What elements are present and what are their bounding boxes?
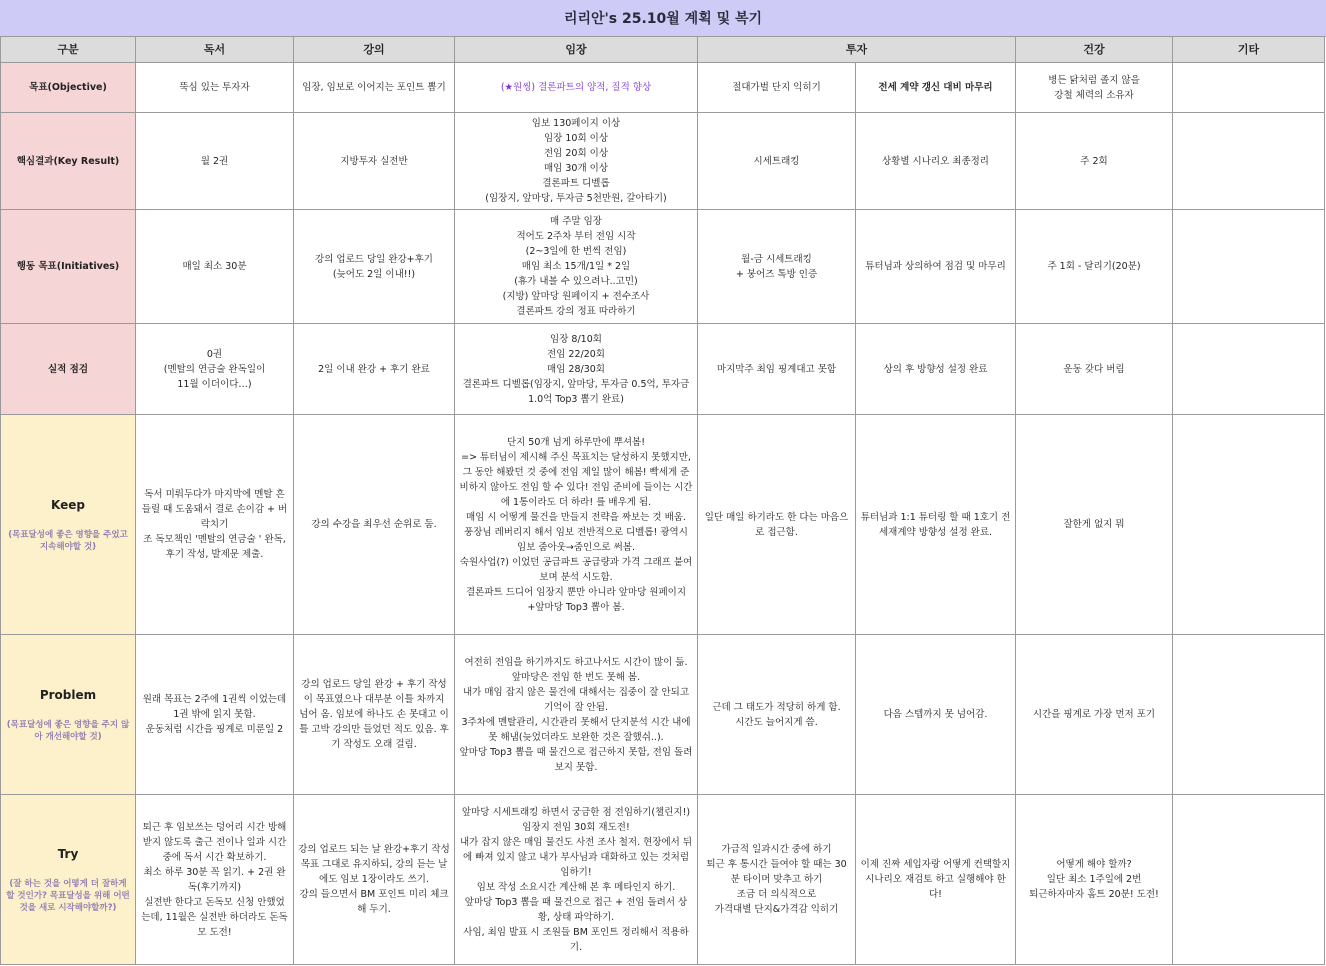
cell-try-reading: 퇴근 후 임보쓰는 덩어리 시간 방해 받지 않도록 출근 전이나 일과 시간 중에 독서 시간 확보하기. 최소 하루 30분 꼭 읽기. + 2권 완독(후기까지) 실전반 한다고 돈독모 신청 안했었는데, 11월은 실전반 하더라도 돈독모 도전! (136, 795, 294, 965)
row-label-key-result: 핵심결과(Key Result) (1, 113, 136, 210)
cell-problem-invest2: 다음 스텝까지 못 넘어감. (856, 635, 1016, 795)
cell-init-imjang: 매 주말 임장 적어도 2주차 부터 전임 시작 (2~3일에 한 번씩 전임) 매임 최소 15개/1일 * 2일 (휴가 내볼 수 있으려나..고민) (지방) 앞마당 원페이지 + 전수조사 결론파트 강의 정표 따라하기 (455, 210, 698, 324)
cell-perf-other (1173, 324, 1325, 415)
cell-try-imjang: 앞마당 시세트래킹 하면서 궁금한 점 전임하기(챌린지!) 임장지 전임 30회 재도전! 내가 잡지 않은 매임 물건도 사전 조사 철저. 현장에서 뒤에 빠져 있지 않고 내가 부사님과 대화하고 있는 것처럼 임하기! 임보 작성 소요시간 계산해 본 후 메타인지 하기. 앞마당 Top3 뽑을 때 물건으로 접근 + 전임 돌려서 상황, 상태 파악하기. 사임, 최임 발표 시 조원들 BM 포인트 정리해서 적용하기. (455, 795, 698, 965)
row-label-keep (1, 415, 136, 635)
cell-problem-invest1: 근데 그 태도가 적당히 하게 함. 시간도 늘어지게 씀. (698, 635, 856, 795)
cell-try-health: 어떻게 해야 할까? 일단 최소 1주일에 2번 퇴근하자마자 홈트 20분! 도전! (1016, 795, 1173, 965)
cell-problem-reading: 원래 목표는 2주에 1권씩 이었는데 1권 밖에 읽지 못함. 운동처럼 시간을 핑계로 미룬일 2 (136, 635, 294, 795)
cell-problem-other (1173, 635, 1325, 795)
header-health: 건강 (1016, 37, 1173, 63)
cell-problem-health: 시간을 핑계로 가장 먼저 포기 (1016, 635, 1173, 795)
cell-kr-health: 주 2회 (1016, 113, 1173, 210)
cell-problem-lecture: 강의 업로드 당일 완강 + 후기 작성이 목표였으나 대부분 이틀 차까지 넘어 옴. 임보에 하나도 손 못대고 이틀 고박 강의만 들었던 적도 있음. 후기 작성도 오래 걸림. (294, 635, 455, 795)
cell-objective-health: 병든 닭처럼 졸지 않을 강철 체력의 소유자 (1016, 63, 1173, 113)
row-objective (1, 63, 1325, 113)
row-problem (1, 635, 1325, 795)
cell-kr-other (1173, 113, 1325, 210)
cell-perf-invest1: 마지막주 최임 핑계대고 못함 (698, 324, 856, 415)
cell-kr-reading: 월 2권 (136, 113, 294, 210)
row-label-performance: 실적 점검 (1, 324, 136, 415)
row-initiatives (1, 210, 1325, 324)
row-performance (1, 324, 1325, 415)
row-label-objective: 목표(Objective) (1, 63, 136, 113)
cell-objective-lecture: 임장, 임보로 이어지는 포인트 뽑기 (294, 63, 455, 113)
problem-title: Problem (39, 687, 97, 702)
cell-try-other (1173, 795, 1325, 965)
cell-perf-reading: 0권 (멘탈의 연금술 완독일이 11월 이더이다…) (136, 324, 294, 415)
cell-keep-other (1173, 415, 1325, 635)
cell-init-other (1173, 210, 1325, 324)
cell-kr-invest2: 상황별 시나리오 최종정리 (856, 113, 1016, 210)
cell-objective-other (1173, 63, 1325, 113)
cell-keep-reading: 독서 미뤄두다가 마지막에 멘탈 흔들릴 때 도움돼서 결로 손이감 + 버락치기 조 독모책인 '멘탈의 연금술 ' 완독, 후기 작성, 발제문 제출. (136, 415, 294, 635)
cell-keep-invest2: 튜터님과 1:1 튜터링 할 때 1호기 전세재계약 방향성 설정 완료. (856, 415, 1016, 635)
header-row (1, 37, 1325, 63)
cell-perf-health: 운동 갖다 버림 (1016, 324, 1173, 415)
plan-table (0, 36, 1325, 965)
header-category: 구분 (1, 37, 136, 63)
try-subtitle: (잘 하는 것을 어떻게 더 잘하게 할 것인가? 목표달성을 위해 어떤 것을 새로 시작해야할까?) (6, 878, 130, 913)
cell-kr-invest1: 시세트래킹 (698, 113, 856, 210)
row-key-result (1, 113, 1325, 210)
row-label-initiatives: 행동 목표(Initiatives) (1, 210, 136, 324)
cell-objective-reading: 뚝심 있는 투자자 (136, 63, 294, 113)
cell-init-health: 주 1회 - 달리기(20분) (1016, 210, 1173, 324)
cell-init-lecture: 강의 업로드 당일 완강+후기 (늦어도 2일 이내!!) (294, 210, 455, 324)
cell-objective-invest2: 전세 계약 갱신 대비 마무리 (856, 63, 1016, 113)
header-other: 기타 (1173, 37, 1325, 63)
header-reading: 독서 (136, 37, 294, 63)
cell-perf-invest2: 상의 후 방향성 설정 완료 (856, 324, 1016, 415)
cell-objective-invest1: 절대가벌 단지 익히기 (698, 63, 856, 113)
cell-keep-lecture: 강의 수강을 최우선 순위로 둠. (294, 415, 455, 635)
problem-subtitle: (목표달성에 좋은 영향을 주지 않아 개선해야할 것) (6, 719, 130, 742)
keep-title: Keep (51, 497, 85, 512)
cell-keep-invest1: 일단 매일 하기라도 한 다는 마음으로 접근함. (698, 415, 856, 635)
cell-keep-imjang: 단지 50개 넘게 하루만에 뿌셔봄! => 튜터님이 제시해 주신 목표치는 달성하지 못했지만, 그 동안 해봤던 것 중에 전임 제일 많이 해봄! 빡세게 준비하지 않아도 전임 할 수 있다! 전임 준비에 들이는 시간에 1통이라도 더 하라! 를 배우게 됨. 매임 시 어떻게 물건을 만들지 전략을 짜보는 것 배움. 풍장님 레버리지 해서 임보 전반적으로 디벨롭! 광역시 임보 줌아웃→줌인으로 써봄. 숙원사업(?) 이었던 공급파트 공급량과 가격 그래프 붙여보며 분석 시도함. 결론파트 드디어 임장지 뿐만 아니라 앞마당 원페이지+앞마당 Top3 뽑아 봄. (455, 415, 698, 635)
cell-try-invest2: 이제 진짜 세입자랑 어떻게 컨택할지 시나리오 재검토 하고 실행해야 한다! (856, 795, 1016, 965)
cell-kr-lecture: 지방투자 실전반 (294, 113, 455, 210)
cell-init-invest1: 월-금 시세트래킹 + 붕어즈 톡방 인증 (698, 210, 856, 324)
cell-objective-imjang: (★원씽) 결론파트의 양적, 질적 향상 (455, 63, 698, 113)
header-imjang: 임장 (455, 37, 698, 63)
cell-kr-imjang: 임보 130페이지 이상 임장 10회 이상 전임 20회 이상 매임 30개 이상 결론파트 디벨롭 (임장지, 앞마당, 투자금 5천만원, 갈아타기) (455, 113, 698, 210)
page-title: 리리안's 25.10월 계획 및 복기 (0, 0, 1326, 37)
cell-keep-health: 잘한게 없지 뭐 (1016, 415, 1173, 635)
cell-try-lecture: 강의 업로드 되는 날 완강+후기 작성 목표 그대로 유지하되, 강의 듣는 날에도 임보 1장이라도 쓰기. 강의 들으면서 BM 포인트 미리 체크해 두기. (294, 795, 455, 965)
header-invest: 투자 (698, 37, 1016, 63)
keep-subtitle: (목표달성에 좋은 영향을 주었고 지속해야할 것) (8, 529, 128, 552)
cell-init-reading: 매일 최소 30분 (136, 210, 294, 324)
row-keep (1, 415, 1325, 635)
cell-perf-lecture: 2일 이내 완강 + 후기 완료 (294, 324, 455, 415)
try-title: Try (57, 846, 79, 861)
cell-problem-imjang: 여전히 전임을 하기까지도 하고나서도 시간이 많이 듦. 앞마당은 전임 한 번도 못해 봄. 내가 매임 잡지 않은 물건에 대해서는 집중이 잘 안되고 기억이 잘 안됨. 3주차에 멘탈관리, 시간관리 못해서 단지분석 시간 내에 못 해냄(늦었더라도 보완한 것은 잘했쉬..). 앞마당 Top3 뽑을 때 물건으로 접근하지 못함, 전임 돌려보지 못함. (455, 635, 698, 795)
row-label-try (1, 795, 136, 965)
row-try (1, 795, 1325, 965)
cell-perf-imjang: 임장 8/10회 전임 22/20회 매임 28/30회 결론파트 디벨롭(임장지, 앞마당, 투자금 0.5억, 투자금 1.0억 Top3 뽑기 완료) (455, 324, 698, 415)
row-label-problem (1, 635, 136, 795)
cell-try-invest1: 가급적 일과시간 중에 하기 퇴근 후 통시간 들여야 할 때는 30분 타이머 맞추고 하기 조금 더 의식적으로 가격대별 단지&가격감 익히기 (698, 795, 856, 965)
header-lecture: 강의 (294, 37, 455, 63)
cell-init-invest2: 튜터님과 상의하여 점검 및 마무리 (856, 210, 1016, 324)
